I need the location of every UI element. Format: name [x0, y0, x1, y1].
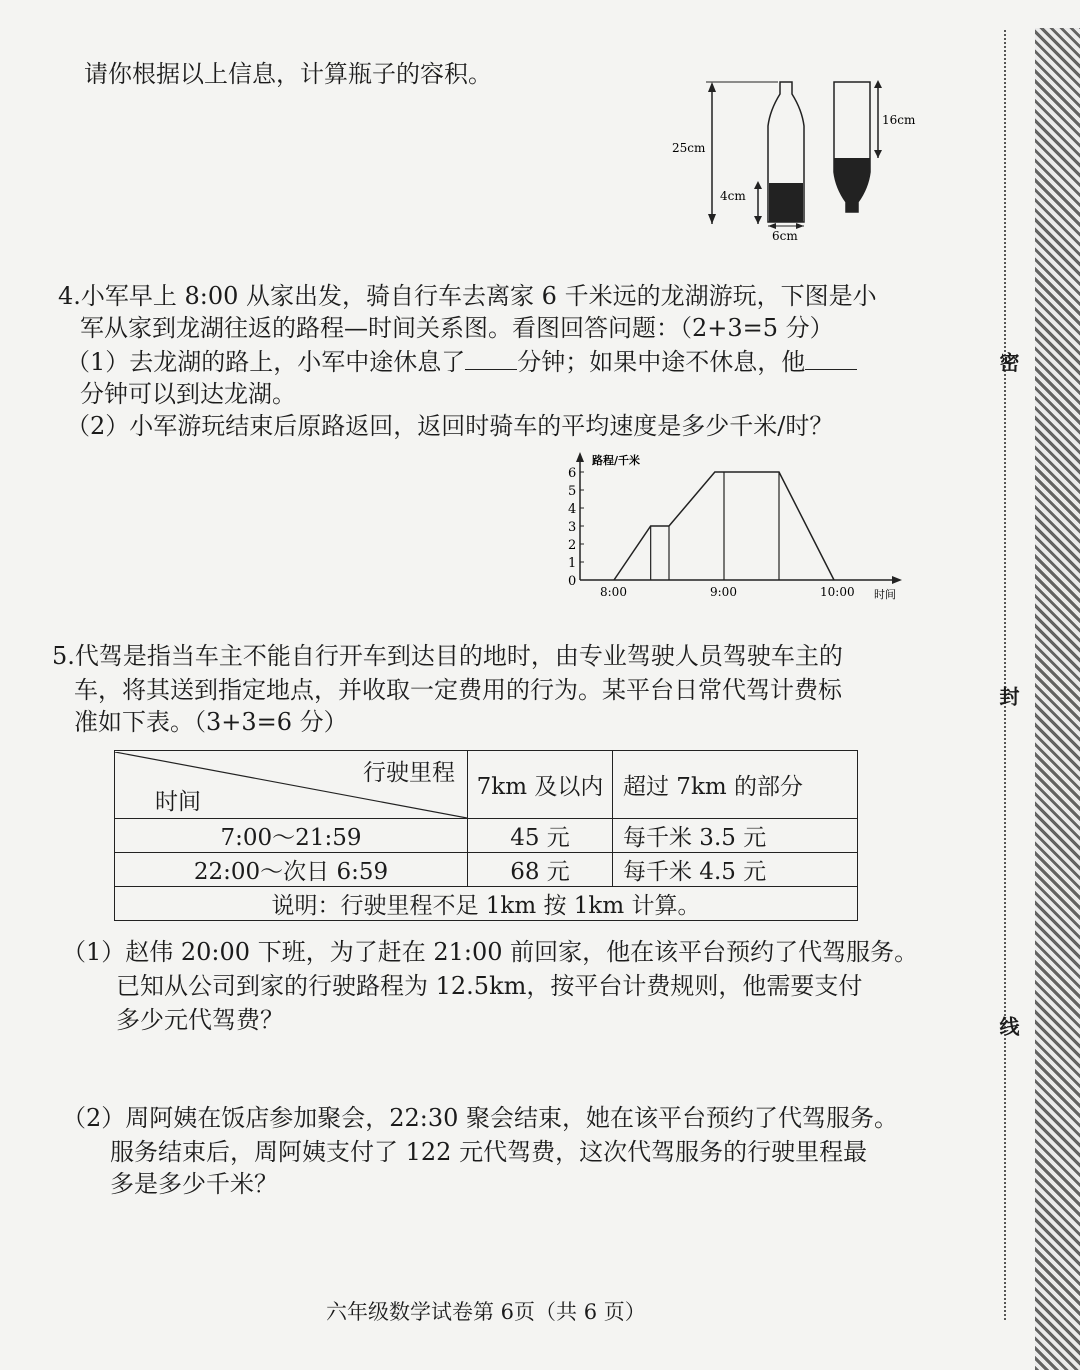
- y-tick-label: 2: [568, 538, 577, 553]
- y-tick-label: 1: [568, 556, 577, 571]
- q4-part2: （2）小军游玩结束后原路返回，返回时骑车的平均速度是多少千米/时？: [66, 412, 834, 440]
- binding-char-feng: 封: [996, 686, 1020, 706]
- corner-top: 行驶里程: [363, 759, 455, 786]
- row-extra: 每千米 4.5 元: [613, 853, 858, 887]
- y-axis-arrow: [576, 452, 584, 462]
- row-extra: 每千米 3.5 元: [613, 819, 858, 853]
- q5-line3: 准如下表。（3+3=6 分）: [74, 708, 348, 736]
- h-air-label: 16cm: [882, 113, 916, 127]
- bottle-figure: [668, 76, 918, 246]
- d-label: 6cm: [772, 229, 798, 243]
- binding-dotted-line: [1004, 30, 1006, 1320]
- x-tick-label: 10:00: [820, 585, 855, 599]
- corner-cell: [115, 751, 468, 819]
- h-water-label: 4cm: [720, 189, 746, 203]
- y-tick-label: 5: [568, 484, 577, 499]
- row-base: 45 元: [468, 819, 613, 853]
- table-row: [115, 853, 858, 887]
- binding-char-xian: 线: [996, 1016, 1020, 1036]
- row-time: 22:00～次日 6:59: [115, 853, 468, 887]
- binding-char-mi: 密: [996, 352, 1020, 372]
- x-axis-arrow: [892, 576, 902, 584]
- answer-blank-1[interactable]: [465, 347, 517, 370]
- y-axis-label: 路程/千米: [592, 454, 641, 467]
- fee-table: [114, 750, 858, 921]
- q5-line2: 车，将其送到指定地点，并收取一定费用的行为。某平台日常代驾计费标: [74, 676, 842, 704]
- page-footer: 六年级数学试卷第 6页（共 6 页）: [326, 1300, 646, 1324]
- q5-p1-line2: 已知从公司到家的行驶路程为 12.5km，按平台计费规则，他需要支付: [116, 972, 863, 1000]
- header-extra: 超过 7km 的部分: [613, 751, 858, 819]
- x-tick-label: 8:00: [600, 585, 627, 599]
- x-tick-label: 9:00: [710, 585, 737, 599]
- q5-p2-line3: 多是多少千米？: [110, 1170, 278, 1198]
- q4-p1-a: （1）去龙湖的路上，小军中途休息了: [66, 348, 466, 376]
- row-base: 68 元: [468, 853, 613, 887]
- answer-blank-2[interactable]: [805, 347, 857, 370]
- h-total-label: 25cm: [672, 141, 706, 155]
- distance-time-chart: [556, 448, 916, 608]
- q4-line1: 4.小军早上 8:00 从家出发，骑自行车去离家 6 千米远的龙湖游玩，下图是小: [58, 282, 877, 310]
- q4-p1-c: 分钟可以到达龙湖。: [80, 380, 296, 408]
- x-axis-label: 时间: [874, 588, 896, 601]
- q5-p2-line1: （2）周阿姨在饭店参加聚会，22:30 聚会结束，她在该平台预约了代驾服务。: [62, 1104, 899, 1132]
- q4-part1: [66, 346, 857, 378]
- y-tick-label: 4: [568, 502, 577, 517]
- row-time: 7:00～21:59: [115, 819, 468, 853]
- q5-line1: 5.代驾是指当车主不能自行开车到达目的地时，由专业驾驶人员驾驶车主的: [52, 642, 843, 670]
- table-row: [115, 819, 858, 853]
- q5-p1-line3: 多少元代驾费？: [116, 1006, 284, 1034]
- y-tick-label: 0: [568, 574, 577, 589]
- q3-tail: 请你根据以上信息，计算瓶子的容积。: [84, 60, 492, 88]
- q4-line2: 军从家到龙湖往返的路程—时间关系图。看图回答问题：（2+3=5 分）: [80, 314, 834, 342]
- y-tick-label: 3: [568, 520, 577, 535]
- corner-bottom: 时间: [155, 788, 201, 815]
- q4-p1-b: 分钟；如果中途不休息，他: [517, 348, 806, 376]
- q5-p1-line1: （1）赵伟 20:00 下班，为了赶在 21:00 前回家，他在该平台预约了代驾服务。: [62, 938, 919, 966]
- table-note: 说明：行驶里程不足 1km 按 1km 计算。: [115, 887, 858, 921]
- q5-p2-line2: 服务结束后，周阿姨支付了 122 元代驾费，这次代驾服务的行驶里程最: [110, 1138, 868, 1166]
- scan-edge-pattern: [1035, 28, 1080, 1370]
- y-tick-label: 6: [568, 466, 577, 481]
- header-base: 7km 及以内: [468, 751, 613, 819]
